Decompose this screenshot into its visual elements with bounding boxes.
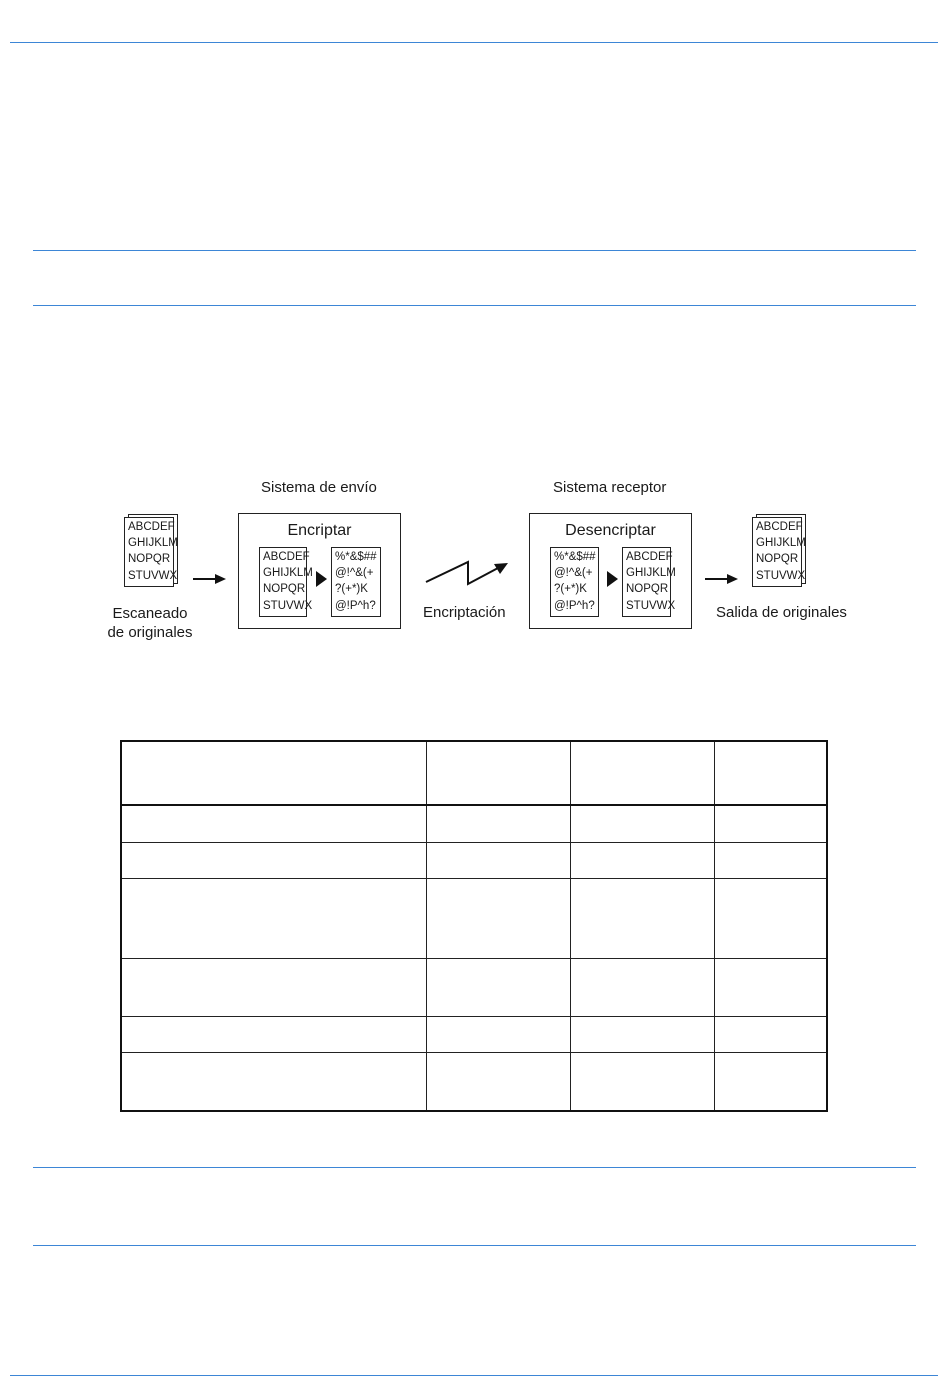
doc-line: NOPQR	[756, 553, 799, 566]
table-cell	[571, 1053, 715, 1112]
doc-line: GHIJKLM	[263, 567, 313, 580]
cipher-document	[550, 547, 599, 617]
table-grid	[120, 740, 828, 1112]
play-triangle-icon	[607, 571, 618, 587]
play-triangle-icon	[316, 571, 327, 587]
decrypt-box	[529, 513, 692, 629]
doc-line: @!P^h?	[335, 599, 376, 612]
table-cell	[427, 1053, 571, 1112]
table-cell	[427, 741, 571, 806]
table-cell	[121, 879, 427, 959]
doc-line: ?(+*)K	[554, 583, 587, 596]
table-row	[121, 959, 828, 1017]
doc-line: NOPQR	[626, 583, 669, 596]
doc-line: ABCDEF	[756, 521, 803, 533]
table-cell	[427, 843, 571, 879]
table-cell	[715, 806, 828, 843]
doc-line: NOPQR	[263, 583, 306, 596]
doc-line: ABCDEF	[626, 551, 673, 563]
table-row	[121, 843, 828, 879]
table-cell	[121, 843, 427, 879]
doc-line: STUVWX	[263, 599, 313, 612]
bottom-rule	[10, 1375, 938, 1376]
decrypt-title: Desencriptar	[565, 522, 656, 539]
encryption-label: Encriptación	[423, 604, 506, 621]
output-document-stack	[752, 517, 806, 587]
doc-line: ABCDEF	[263, 551, 310, 563]
doc-line: @!P^h?	[554, 599, 595, 612]
table-cell	[715, 1017, 828, 1053]
table-cell	[715, 1053, 828, 1112]
scan-label-line2: de originales	[107, 624, 193, 641]
scan-originals-label	[100, 604, 200, 642]
table-cell	[121, 959, 427, 1017]
section-rule-2	[33, 305, 916, 306]
table-cell	[571, 959, 715, 1017]
output-originals-label: Salida de originales	[716, 604, 847, 621]
transmission-zigzag-icon	[424, 560, 510, 590]
cipher-document	[331, 547, 381, 617]
doc-line: GHIJKLM	[756, 537, 806, 550]
section-rule-3	[33, 1167, 916, 1168]
table-cell	[427, 1017, 571, 1053]
doc-line: GHIJKLM	[128, 537, 178, 550]
arrow-right-icon	[705, 572, 741, 586]
receiving-system-label: Sistema receptor	[553, 479, 667, 496]
encrypt-box	[238, 513, 401, 629]
table-header-row	[121, 741, 828, 806]
settings-table	[120, 740, 828, 1112]
table-cell	[121, 741, 427, 806]
table-cell	[571, 806, 715, 843]
doc-line: ABCDEF	[128, 521, 175, 533]
section-rule-1	[33, 250, 916, 251]
doc-line: STUVWX	[128, 569, 178, 582]
doc-line: @!^&(+	[335, 567, 374, 580]
doc-line: GHIJKLM	[626, 567, 676, 580]
original-document-stack	[124, 517, 178, 587]
table-cell	[715, 843, 828, 879]
arrow-right-icon	[193, 572, 229, 586]
table-cell	[715, 741, 828, 806]
sending-system-label: Sistema de envío	[261, 479, 377, 496]
plain-document	[259, 547, 313, 617]
doc-line: NOPQR	[128, 553, 171, 566]
doc-line: %*&$##	[554, 551, 596, 563]
plain-document	[622, 547, 676, 617]
table-cell	[121, 1017, 427, 1053]
doc-line: @!^&(+	[554, 567, 593, 580]
table-row	[121, 1053, 828, 1112]
doc-line: STUVWX	[626, 599, 676, 612]
doc-line: %*&$##	[335, 551, 377, 563]
table-row	[121, 1017, 828, 1053]
table-cell	[571, 843, 715, 879]
doc-line: STUVWX	[756, 569, 806, 582]
table-cell	[715, 959, 828, 1017]
table-cell	[121, 806, 427, 843]
doc-line: ?(+*)K	[335, 583, 368, 596]
top-rule	[10, 42, 938, 43]
encrypt-title: Encriptar	[287, 522, 352, 539]
table-cell	[427, 806, 571, 843]
table-cell	[571, 741, 715, 806]
table-cell	[427, 959, 571, 1017]
table-cell	[571, 879, 715, 959]
section-rule-4	[33, 1245, 916, 1246]
table-row	[121, 879, 828, 959]
table-cell	[121, 1053, 427, 1112]
table-cell	[427, 879, 571, 959]
table-cell	[571, 1017, 715, 1053]
table-cell	[715, 879, 828, 959]
table-row	[121, 806, 828, 843]
table-header-separator	[120, 804, 828, 806]
scan-label-line1: Escaneado	[112, 605, 188, 622]
encryption-diagram	[0, 470, 950, 660]
